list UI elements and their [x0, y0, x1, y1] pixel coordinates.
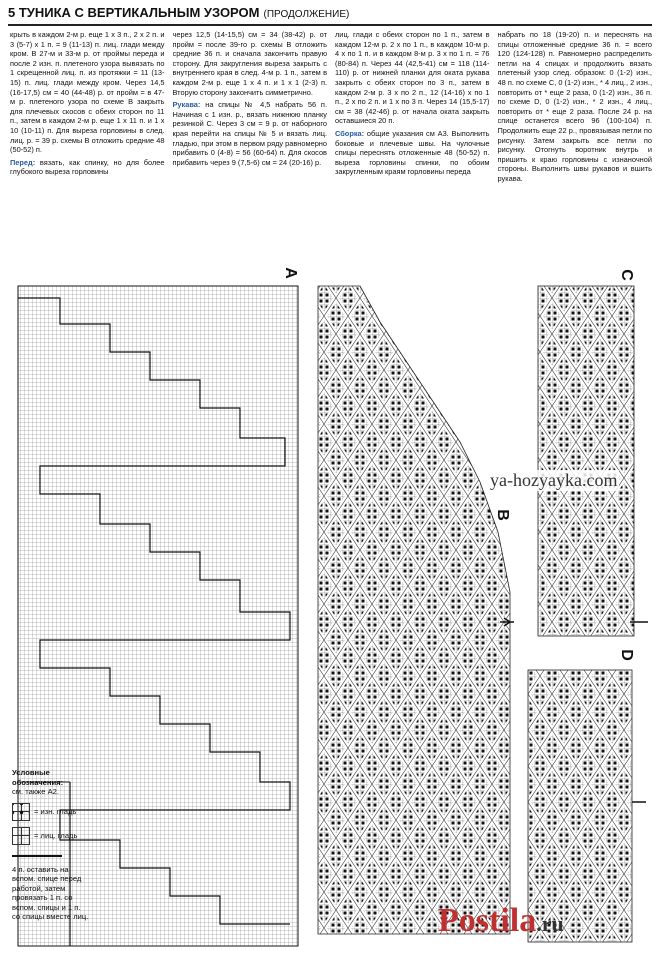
paragraph: крыть в каждом 2-м р. еще 1 х 3 п., 2 х 2 п. и 3 (5-7) х 1 п. = 9 (11-13) п. лиц. глади между кром. В 27-м и 33-м р. от проймы переда и после 2 изн. п. плетеного узора вывязать по 1 скрещенной лиц. п. из протяжки = 11 (13-15) п. лиц. глади между кром. Через 14,5 (16-17,5) см = 40 (44-48) р. от пройм = в 47-м р. плетеного узора по схеме В закрыть для плечевых скосов с обеих сторон по 11 п., затем в каждом 2-м р. еще 1 х 11 п. и 1 х 10 (10-11) п. Для выреза горловины в след. лиц. р. = 39 р. схемы В отложить средние 48 (50-52) п.	[10, 30, 165, 155]
page-header	[8, 4, 652, 26]
paragraph: Рукава: на спицы № 4,5 набрать 56 п. Начиная с 1 изн. р., вязать нижнюю планку резинкой С. Через 3 см = 9 р. от наборного края перейти на спицы № 5 и вязать лиц. гладью, при этом в первом ряду равномерно прибавить 0 (4-8) = 56 (60-64) п. Для скосов прибавить через 9 (7,5-6) см = 24 (20-16) р.	[172, 100, 327, 167]
brand-logo: Postila.ru	[438, 902, 564, 939]
title-text: 5 ТУНИКА С ВЕРТИКАЛЬНЫМ УЗОРОМ	[8, 5, 260, 20]
title-subtitle: (ПРОДОЛЖЕНИЕ)	[263, 9, 350, 20]
paragraph: Сборка: общие указания см А3. Выполнить боковые и плечевые швы. На чулочные спицы переснять отложенные 48 (50-52) п. выреза горловины спинки, по обоим закругленным краям горловины переда	[335, 128, 490, 177]
paragraph: Перед: вязать, как спинку, но для более глубокого выреза горловины	[10, 157, 165, 177]
chart-a-label: A	[281, 267, 299, 279]
paragraph: набрать по 18 (19-20) п. и переснять на спицы отложенные средние 36 п. = всего 120 (124-128) п. Равномерно распределить петли на 4 спицах и продолжить вязать плетеный узор след. образом: 0 (1-2) изн., 48 п. по схеме С, 0 (1-2) изн., * 4 лиц., 2 изн., повторить от * еще 2 раза, 0 (1-2) изн., 36 п. по схеме D, 0 (1-2) изн., * 2 изн., 4 лиц., повторить от * еще 2 раза. После 24 р. на спице останется всего 96 (100-104) п. Продолжить еще 22 р., провязывая петли по рисунку. Затем закрыть все петли по рисунку. Отогнуть воротник внутрь и пришить к краю горловины с изнаночной стороны. Выполнить швы рукавов и вшить рукава.	[497, 30, 652, 183]
paragraph: лиц. глади с обеих сторон по 1 п., затем в каждом 12-м р. 2 х по 1 п., в каждом 10-м р. 4 х по 1 п. и в каждом 8-м р. 3 х по 1 п. = 76 (80-84) п. Через 44 (42,5-41) см = 118 (114-110) р. от нижней планки для оката рукава закрыть с обеих сторон по 3 п., затем в каждом 2-м р. 3 х по 2 п., 12 (14-16) х по 1 п., 2 х по 2 п. и 1 х по 3 п. Через 14 (15,5-17) см = 38 (42-46) р. от начала оката закрыть оставшиеся 20 п.	[335, 30, 490, 126]
page-title	[8, 4, 652, 24]
paragraph: через 12,5 (14-15,5) см = 34 (38-42) р. от пройм = после 39-го р. схемы В отложить средние 36 п. и сначала закончить правую сторону. Для закругления выреза закрыть с внутреннего края в след. 4-м р. 1 п., затем в каждом 2-м р. еще 1 х 4 п. и 1 х 1 (2-3) п. Вторую сторону закончить симметрично.	[172, 30, 327, 97]
chart-c	[538, 286, 648, 636]
cable-symbol-icon	[12, 855, 62, 865]
chart-d-label: D	[617, 649, 635, 661]
legend-title: Условные обозначения:	[12, 768, 64, 787]
text-column-4	[498, 30, 653, 258]
legend-see-also: см. также А2.	[12, 787, 59, 796]
legend	[12, 768, 90, 922]
text-column-1	[10, 30, 165, 258]
chart-b-label: B	[493, 509, 511, 521]
watermark: ya-hozyayka.com	[490, 470, 618, 490]
charts-svg	[0, 262, 660, 960]
legend-row-knit: = лиц. гладь	[12, 827, 90, 845]
text-column-2	[173, 30, 328, 258]
text-column-3	[335, 30, 490, 258]
knit-stitch-icon	[12, 827, 30, 845]
purl-stitch-icon	[12, 803, 30, 821]
chart-b	[318, 286, 514, 934]
legend-row-purl: = изн. гладь	[12, 803, 90, 821]
instructions-columns	[10, 30, 652, 258]
chart-c-label: C	[617, 269, 635, 281]
legend-cable-text: 4 п. оставить на вспом. спице перед работой, затем провязать 1 п. со вспом. спицы и 1 п. со спицы вместе лиц.	[12, 864, 89, 921]
knitting-charts	[0, 262, 660, 960]
